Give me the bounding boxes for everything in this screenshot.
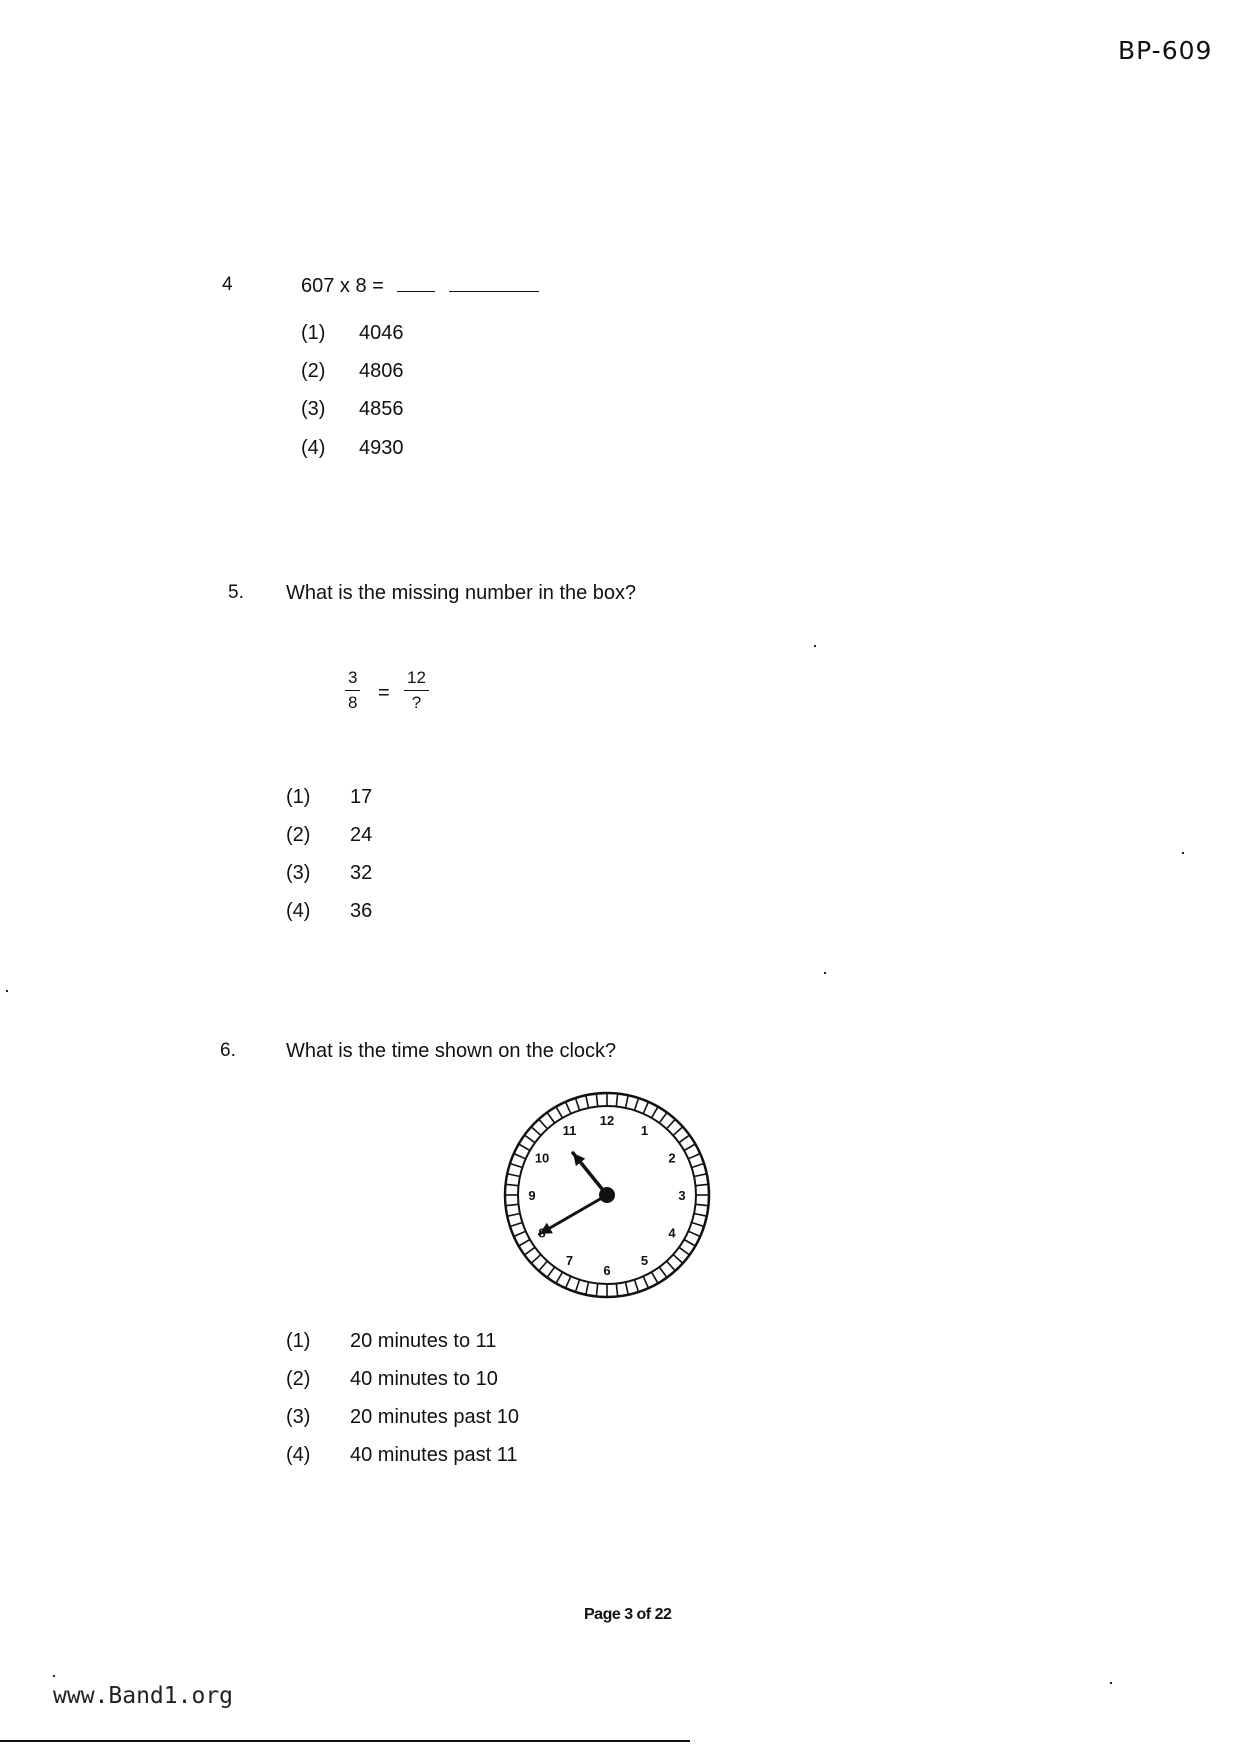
question-5-option-1[interactable] [286,786,372,809]
option-number: (2) [286,1368,311,1390]
equals-sign: = [378,682,390,704]
clock-numeral: 3 [678,1188,686,1203]
question-5-text: What is the missing number in the box? [286,582,637,604]
question-5-option-2[interactable] [286,824,372,847]
clock-numeral: 2 [668,1150,676,1166]
page-number: Page 3 of 22 [584,1606,672,1623]
scan-speck [6,990,8,992]
clock-numeral: 10 [534,1150,550,1166]
option-value: 36 [350,900,373,922]
question-6-option-3[interactable] [286,1406,519,1429]
option-value: 20 minutes to 11 [350,1330,497,1352]
clock-numeral: 1 [640,1123,649,1139]
question-5-number: 5. [228,582,244,603]
answer-blank-long [449,273,539,292]
option-number: (3) [286,862,311,884]
scan-speck [824,972,826,974]
clock-numeral: 12 [599,1113,615,1128]
option-value: 4806 [359,360,404,382]
option-value: 4046 [359,322,404,344]
question-4-option-4[interactable] [301,437,404,460]
question-6-option-1[interactable] [286,1330,496,1353]
question-6-option-4[interactable] [286,1444,518,1467]
option-number: (3) [286,1406,311,1428]
fraction-right-denominator: ? [411,693,422,712]
option-value: 20 minutes past 10 [350,1406,519,1428]
scan-speck [1110,1682,1112,1684]
fraction-right-numerator: 12 [404,668,429,691]
clock-illustration [502,1085,712,1305]
question-6-text: What is the time shown on the clock? [286,1040,617,1062]
clock-numeral: 4 [668,1225,676,1241]
bottom-rule [0,1740,690,1742]
fraction-left [345,668,360,713]
option-value: 4856 [359,398,404,420]
clock-numeral: 7 [565,1252,574,1268]
option-number: (2) [301,360,326,382]
option-value: 4930 [359,437,404,459]
option-number: (4) [286,1444,311,1466]
question-4-number: 4 [222,274,233,295]
fraction-right [404,668,429,713]
clock-numeral: 5 [640,1252,649,1268]
option-number: (1) [301,322,326,344]
clock-center-pin [599,1187,615,1203]
question-6-option-2[interactable] [286,1368,498,1391]
question-4-option-1[interactable] [301,322,404,345]
document-code: BP-609 [1118,36,1213,65]
scan-speck [53,1675,55,1677]
question-5-option-3[interactable] [286,862,372,885]
scan-speck [814,645,816,647]
question-4-option-3[interactable] [301,398,404,421]
option-number: (2) [286,824,311,846]
question-5-option-4[interactable] [286,900,372,923]
option-number: (4) [301,437,326,459]
option-number: (4) [286,900,311,922]
question-6-number: 6. [220,1040,236,1061]
clock-numeral: 11 [562,1123,577,1139]
question-4-option-2[interactable] [301,360,404,383]
clock-numeral: 9 [528,1188,536,1203]
option-number: (1) [286,1330,311,1352]
option-value: 40 minutes past 11 [350,1444,518,1466]
option-number: (1) [286,786,311,808]
question-4-expression: 607 x 8 = [301,275,384,297]
option-value: 32 [350,862,373,884]
option-value: 24 [350,824,373,846]
scan-speck [1182,852,1184,854]
watermark-url: www.Band1.org [53,1683,234,1709]
option-value: 40 minutes to 10 [350,1368,498,1390]
fraction-left-numerator: 3 [345,668,360,691]
question-4-text [301,273,539,298]
clock-numeral: 6 [603,1263,611,1278]
option-value: 17 [350,786,373,808]
fraction-left-denominator: 8 [348,693,358,712]
option-number: (3) [301,398,326,420]
answer-blank-short [397,273,435,292]
